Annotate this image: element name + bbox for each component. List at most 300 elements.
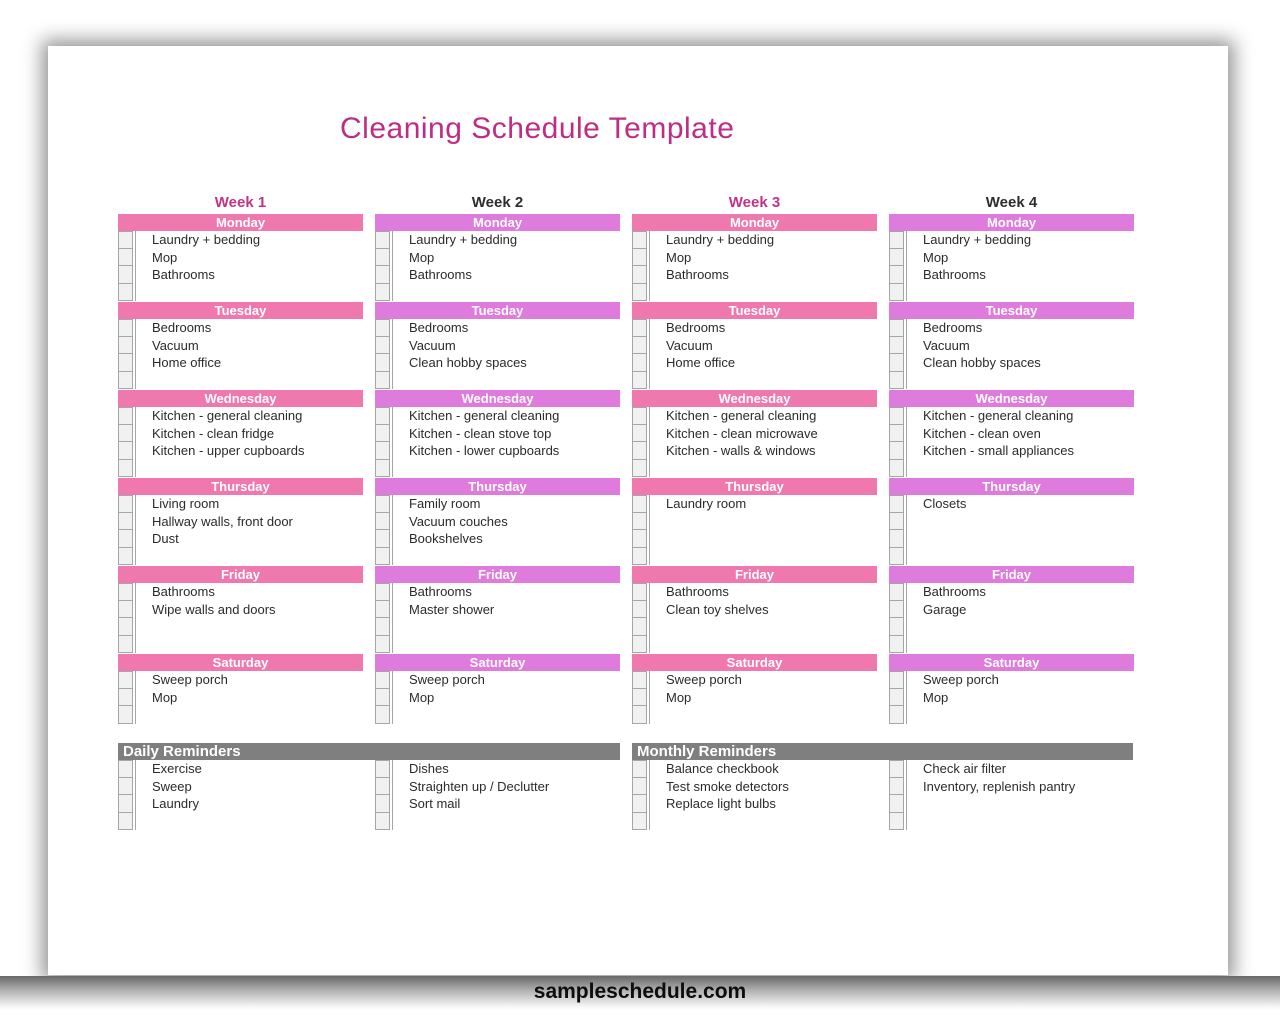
task-label: Bedrooms (392, 319, 620, 337)
task-label: Sort mail (392, 795, 620, 813)
task-checkbox[interactable] (632, 442, 647, 460)
task-label (135, 813, 363, 831)
task-checkbox[interactable] (889, 284, 904, 302)
task-rows (889, 671, 1134, 724)
task-rows (375, 495, 620, 565)
task-row (632, 795, 877, 813)
task-checkbox[interactable] (889, 495, 904, 513)
task-label: Home office (135, 354, 363, 372)
task-label: Bedrooms (649, 319, 877, 337)
task-checkbox[interactable] (375, 671, 390, 689)
task-label: Sweep porch (135, 671, 363, 689)
task-rows (118, 495, 363, 565)
task-label (906, 795, 1134, 813)
reminders-column (375, 760, 620, 831)
task-checkbox[interactable] (118, 266, 133, 284)
task-checkbox[interactable] (375, 548, 390, 566)
task-label (649, 618, 877, 636)
task-label: Mop (392, 249, 620, 267)
task-row (375, 689, 620, 707)
task-row (632, 284, 877, 302)
reminders-header: Monthly Reminders (632, 743, 1133, 760)
task-row (375, 583, 620, 601)
task-label: Clean hobby spaces (392, 354, 620, 372)
task-checkbox[interactable] (118, 442, 133, 460)
task-checkbox[interactable] (118, 601, 133, 619)
task-row (889, 530, 1134, 548)
task-checkbox[interactable] (889, 354, 904, 372)
day-header: Thursday (375, 478, 620, 495)
task-checkbox[interactable] (889, 760, 904, 778)
task-row (632, 548, 877, 566)
task-checkbox[interactable] (889, 513, 904, 531)
task-checkbox[interactable] (118, 795, 133, 813)
task-label: Check air filter (906, 760, 1134, 778)
task-checkbox[interactable] (632, 407, 647, 425)
task-row (632, 671, 877, 689)
task-checkbox[interactable] (118, 337, 133, 355)
task-checkbox[interactable] (889, 548, 904, 566)
task-row (889, 372, 1134, 390)
task-row (889, 813, 1134, 831)
task-checkbox[interactable] (889, 706, 904, 724)
task-row (118, 548, 363, 566)
task-label (649, 530, 877, 548)
task-checkbox[interactable] (632, 337, 647, 355)
task-rows (889, 760, 1134, 830)
task-checkbox[interactable] (889, 442, 904, 460)
task-rows (889, 407, 1134, 477)
task-checkbox[interactable] (375, 337, 390, 355)
task-row (118, 372, 363, 390)
week-title: Week 3 (728, 194, 781, 211)
task-checkbox[interactable] (375, 618, 390, 636)
task-label: Bathrooms (906, 583, 1134, 601)
task-checkbox[interactable] (118, 530, 133, 548)
task-checkbox[interactable] (889, 372, 904, 390)
task-checkbox[interactable] (375, 778, 390, 796)
task-checkbox[interactable] (118, 425, 133, 443)
task-checkbox[interactable] (889, 407, 904, 425)
task-checkbox[interactable] (632, 530, 647, 548)
reminders-columns (632, 760, 1133, 831)
task-checkbox[interactable] (632, 706, 647, 724)
task-label: Sweep porch (392, 671, 620, 689)
task-rows (889, 495, 1134, 565)
task-label: Sweep porch (649, 671, 877, 689)
task-label: Bathrooms (392, 266, 620, 284)
task-row (375, 636, 620, 654)
task-row (632, 249, 877, 267)
task-checkbox[interactable] (889, 636, 904, 654)
task-checkbox[interactable] (375, 231, 390, 249)
day-header: Monday (632, 214, 877, 231)
task-checkbox[interactable] (889, 460, 904, 478)
task-checkbox[interactable] (118, 689, 133, 707)
task-label (906, 813, 1134, 831)
task-row (375, 795, 620, 813)
reminders-column (118, 760, 363, 831)
task-label: Laundry (135, 795, 363, 813)
task-row (632, 530, 877, 548)
task-label: Kitchen - upper cupboards (135, 442, 363, 460)
task-label: Laundry + bedding (649, 231, 877, 249)
task-checkbox[interactable] (632, 795, 647, 813)
task-row (632, 425, 877, 443)
task-label: Kitchen - general cleaning (135, 407, 363, 425)
task-checkbox[interactable] (118, 636, 133, 654)
task-rows (375, 583, 620, 653)
task-checkbox[interactable] (889, 425, 904, 443)
task-checkbox[interactable] (632, 231, 647, 249)
task-rows (375, 671, 620, 724)
task-row (632, 319, 877, 337)
task-row (889, 337, 1134, 355)
task-row (118, 319, 363, 337)
task-label: Laundry + bedding (135, 231, 363, 249)
task-rows (632, 760, 877, 830)
day-header: Saturday (889, 654, 1134, 671)
reminders-column (889, 760, 1134, 831)
task-checkbox[interactable] (118, 548, 133, 566)
task-row (889, 249, 1134, 267)
task-checkbox[interactable] (375, 460, 390, 478)
week-title: Week 1 (214, 194, 267, 211)
task-checkbox[interactable] (889, 249, 904, 267)
task-checkbox[interactable] (632, 266, 647, 284)
task-row (889, 583, 1134, 601)
task-row (632, 513, 877, 531)
task-label (135, 706, 363, 724)
task-row (118, 760, 363, 778)
task-row (375, 460, 620, 478)
task-checkbox[interactable] (889, 337, 904, 355)
day-header: Friday (889, 566, 1134, 583)
task-label: Hallway walls, front door (135, 513, 363, 531)
task-row (632, 460, 877, 478)
task-checkbox[interactable] (375, 601, 390, 619)
task-row (889, 689, 1134, 707)
task-checkbox[interactable] (375, 442, 390, 460)
task-label: Bathrooms (135, 583, 363, 601)
task-label: Dishes (392, 760, 620, 778)
week-title: Week 4 (985, 194, 1038, 211)
task-row (632, 689, 877, 707)
task-label: Garage (906, 601, 1134, 619)
day-header: Saturday (118, 654, 363, 671)
task-label: Sweep (135, 778, 363, 796)
day-header: Thursday (889, 478, 1134, 495)
task-label: Exercise (135, 760, 363, 778)
task-checkbox[interactable] (118, 813, 133, 831)
task-rows (632, 407, 877, 477)
task-row (118, 671, 363, 689)
task-label: Kitchen - clean stove top (392, 425, 620, 443)
task-rows (118, 407, 363, 477)
day-header: Friday (632, 566, 877, 583)
task-checkbox[interactable] (632, 354, 647, 372)
task-checkbox[interactable] (375, 249, 390, 267)
task-checkbox[interactable] (375, 495, 390, 513)
task-checkbox[interactable] (632, 460, 647, 478)
task-checkbox[interactable] (118, 706, 133, 724)
task-label (649, 284, 877, 302)
task-checkbox[interactable] (375, 354, 390, 372)
task-checkbox[interactable] (632, 513, 647, 531)
task-label: Kitchen - general cleaning (649, 407, 877, 425)
task-checkbox[interactable] (118, 618, 133, 636)
task-label: Clean toy shelves (649, 601, 877, 619)
task-checkbox[interactable] (632, 249, 647, 267)
task-checkbox[interactable] (632, 583, 647, 601)
task-checkbox[interactable] (375, 813, 390, 831)
footer-site-text: sampleschedule.com (533, 980, 747, 1003)
day-header: Thursday (632, 478, 877, 495)
task-row (375, 266, 620, 284)
task-row (375, 495, 620, 513)
task-label: Balance checkbook (649, 760, 877, 778)
task-label (135, 618, 363, 636)
task-rows (632, 495, 877, 565)
week-column (375, 193, 620, 725)
task-rows (118, 760, 363, 830)
task-label (649, 636, 877, 654)
task-row (632, 706, 877, 724)
task-row (889, 706, 1134, 724)
task-checkbox[interactable] (375, 372, 390, 390)
task-checkbox[interactable] (889, 601, 904, 619)
task-row (118, 354, 363, 372)
day-header: Tuesday (375, 302, 620, 319)
task-row (118, 266, 363, 284)
task-checkbox[interactable] (118, 460, 133, 478)
day-header: Wednesday (889, 390, 1134, 407)
task-rows (632, 671, 877, 724)
task-row (118, 442, 363, 460)
task-checkbox[interactable] (632, 671, 647, 689)
day-header: Friday (118, 566, 363, 583)
task-checkbox[interactable] (632, 425, 647, 443)
task-checkbox[interactable] (118, 513, 133, 531)
task-row (375, 319, 620, 337)
task-row (375, 354, 620, 372)
task-checkbox[interactable] (375, 425, 390, 443)
task-row (375, 372, 620, 390)
task-row (889, 284, 1134, 302)
task-label (135, 460, 363, 478)
task-checkbox[interactable] (632, 760, 647, 778)
task-row (118, 636, 363, 654)
task-row (889, 513, 1134, 531)
task-checkbox[interactable] (375, 795, 390, 813)
task-row (375, 442, 620, 460)
task-rows (375, 319, 620, 389)
task-row (889, 354, 1134, 372)
task-row (375, 425, 620, 443)
task-row (375, 601, 620, 619)
task-checkbox[interactable] (375, 706, 390, 724)
task-checkbox[interactable] (632, 636, 647, 654)
task-checkbox[interactable] (118, 372, 133, 390)
task-label: Bedrooms (906, 319, 1134, 337)
task-checkbox[interactable] (632, 689, 647, 707)
task-checkbox[interactable] (632, 778, 647, 796)
task-row (889, 460, 1134, 478)
task-label: Wipe walls and doors (135, 601, 363, 619)
day-header: Wednesday (118, 390, 363, 407)
task-label (906, 706, 1134, 724)
task-checkbox[interactable] (118, 249, 133, 267)
daily-reminders (118, 743, 620, 831)
task-checkbox[interactable] (118, 319, 133, 337)
task-row (632, 407, 877, 425)
reminders-column (632, 760, 877, 831)
task-label: Bathrooms (649, 583, 877, 601)
task-checkbox[interactable] (632, 813, 647, 831)
task-checkbox[interactable] (632, 372, 647, 390)
weeks-grid (118, 193, 1134, 725)
task-checkbox[interactable] (889, 583, 904, 601)
task-checkbox[interactable] (118, 284, 133, 302)
task-row (889, 266, 1134, 284)
task-checkbox[interactable] (118, 671, 133, 689)
task-label: Kitchen - lower cupboards (392, 442, 620, 460)
task-label: Sweep porch (906, 671, 1134, 689)
task-label (906, 618, 1134, 636)
task-label: Mop (135, 249, 363, 267)
task-label (906, 372, 1134, 390)
task-checkbox[interactable] (632, 618, 647, 636)
week-column (889, 193, 1134, 725)
task-checkbox[interactable] (375, 513, 390, 531)
task-label: Living room (135, 495, 363, 513)
day-header: Monday (118, 214, 363, 231)
task-checkbox[interactable] (118, 778, 133, 796)
task-rows (118, 319, 363, 389)
task-label: Kitchen - small appliances (906, 442, 1134, 460)
task-row (632, 760, 877, 778)
task-row (118, 795, 363, 813)
task-checkbox[interactable] (889, 530, 904, 548)
task-label: Mop (649, 689, 877, 707)
task-label (135, 284, 363, 302)
task-row (375, 671, 620, 689)
day-header: Tuesday (118, 302, 363, 319)
task-checkbox[interactable] (375, 407, 390, 425)
task-label (392, 618, 620, 636)
task-label (392, 460, 620, 478)
task-rows (375, 407, 620, 477)
task-checkbox[interactable] (632, 319, 647, 337)
task-row (889, 495, 1134, 513)
task-checkbox[interactable] (375, 266, 390, 284)
week-column (118, 193, 363, 725)
task-label: Bathrooms (906, 266, 1134, 284)
task-label (135, 636, 363, 654)
task-label: Kitchen - general cleaning (392, 407, 620, 425)
task-row (889, 319, 1134, 337)
task-checkbox[interactable] (118, 354, 133, 372)
task-checkbox[interactable] (375, 319, 390, 337)
reminders-header: Daily Reminders (118, 743, 620, 760)
task-checkbox[interactable] (632, 548, 647, 566)
task-row (632, 601, 877, 619)
task-checkbox[interactable] (118, 407, 133, 425)
task-label: Kitchen - clean fridge (135, 425, 363, 443)
task-checkbox[interactable] (375, 284, 390, 302)
task-row (118, 706, 363, 724)
task-label: Bedrooms (135, 319, 363, 337)
task-checkbox[interactable] (889, 319, 904, 337)
task-checkbox[interactable] (375, 689, 390, 707)
task-checkbox[interactable] (889, 618, 904, 636)
day-header: Wednesday (375, 390, 620, 407)
task-label (906, 530, 1134, 548)
task-row (375, 407, 620, 425)
task-row (889, 601, 1134, 619)
task-rows (118, 671, 363, 724)
task-label: Mop (392, 689, 620, 707)
task-rows (632, 583, 877, 653)
task-checkbox[interactable] (889, 266, 904, 284)
task-checkbox[interactable] (632, 495, 647, 513)
task-row (118, 601, 363, 619)
task-checkbox[interactable] (632, 284, 647, 302)
task-label: Vacuum (649, 337, 877, 355)
task-label (906, 513, 1134, 531)
task-row (632, 372, 877, 390)
task-label: Laundry room (649, 495, 877, 513)
task-label (392, 636, 620, 654)
task-checkbox[interactable] (889, 689, 904, 707)
task-checkbox[interactable] (375, 636, 390, 654)
task-row (375, 513, 620, 531)
task-checkbox[interactable] (889, 813, 904, 831)
task-row (889, 795, 1134, 813)
task-row (632, 266, 877, 284)
task-label: Dust (135, 530, 363, 548)
task-checkbox[interactable] (889, 231, 904, 249)
task-checkbox[interactable] (118, 495, 133, 513)
task-checkbox[interactable] (889, 671, 904, 689)
task-checkbox[interactable] (118, 583, 133, 601)
task-checkbox[interactable] (375, 583, 390, 601)
task-checkbox[interactable] (375, 530, 390, 548)
week-column (632, 193, 877, 725)
task-checkbox[interactable] (632, 601, 647, 619)
task-checkbox[interactable] (118, 760, 133, 778)
task-label (649, 513, 877, 531)
task-row (118, 778, 363, 796)
task-row (375, 706, 620, 724)
task-label: Laundry + bedding (906, 231, 1134, 249)
task-label (649, 460, 877, 478)
task-row (889, 231, 1134, 249)
task-row (889, 778, 1134, 796)
task-label (392, 813, 620, 831)
task-label (906, 460, 1134, 478)
day-header: Saturday (632, 654, 877, 671)
task-checkbox[interactable] (889, 795, 904, 813)
task-label: Vacuum (906, 337, 1134, 355)
task-checkbox[interactable] (118, 231, 133, 249)
day-header: Friday (375, 566, 620, 583)
task-checkbox[interactable] (889, 778, 904, 796)
task-label (906, 636, 1134, 654)
task-checkbox[interactable] (375, 760, 390, 778)
task-row (632, 231, 877, 249)
task-label: Straighten up / Declutter (392, 778, 620, 796)
